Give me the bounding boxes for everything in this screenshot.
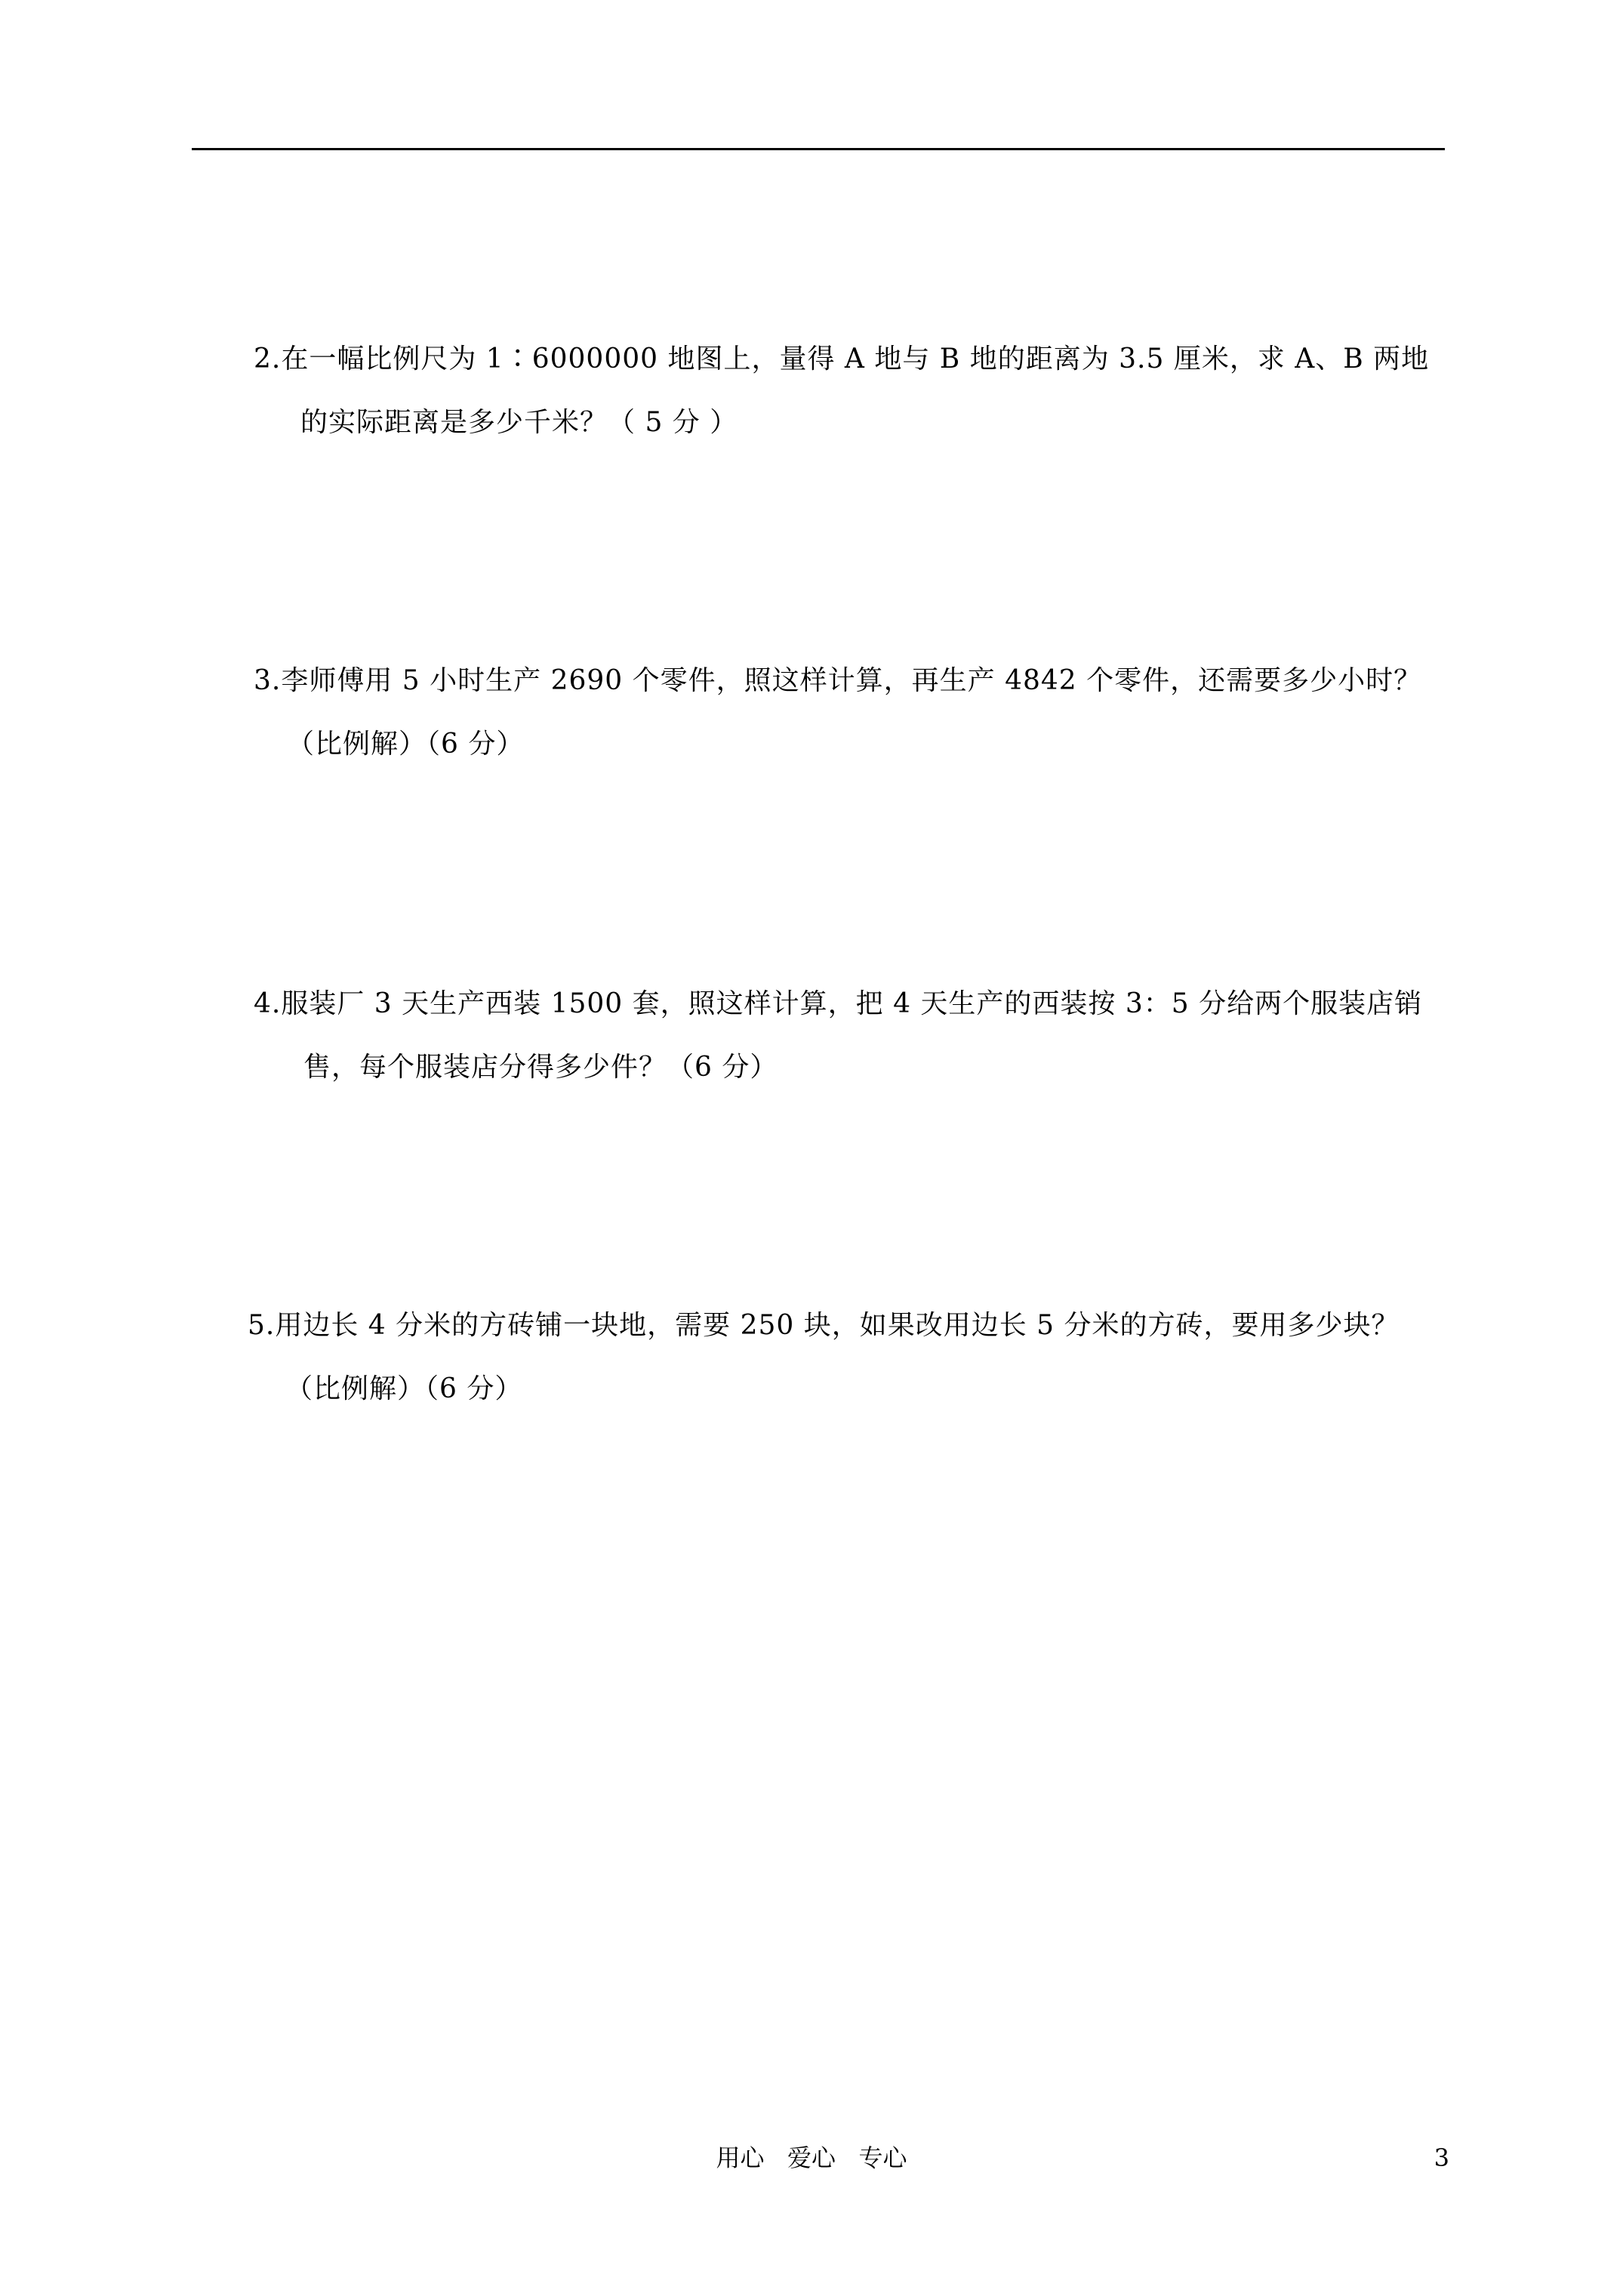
page-number: 3 [1434,2143,1449,2172]
question-4-line-1: 4.服装厂 3 天生产西装 1500 套，照这样计算，把 4 天生产的西装按 3：5 分给两个服装店销 [254,988,1423,1019]
question-5-line-2: （比例解）（6 分） [285,1373,523,1404]
question-2-line-1: 2.在一幅比例尺为 1∶6000000 地图上，量得 A 地与 B 地的距离为 3.5 厘米，求 A、B 两地 [254,344,1430,374]
footer-slogan: 用心 爱心 专心 [716,2143,907,2172]
question-4-line-2: 售，每个服装店分得多少件？（6 分） [303,1052,778,1083]
question-3-line-1: 3.李师傅用 5 小时生产 2690 个零件，照这样计算，再生产 4842 个零件，还需要多少小时？ [254,665,1422,696]
question-3-line-2: （比例解）（6 分） [287,729,525,760]
question-5-line-1: 5.用边长 4 分米的方砖铺一块地，需要 250 块，如果改用边长 5 分米的方砖，要用多少块？ [248,1310,1400,1341]
question-2-line-2: 的实际距离是多少千米？（ 5 分 ） [300,407,738,438]
header-rule [192,148,1445,150]
